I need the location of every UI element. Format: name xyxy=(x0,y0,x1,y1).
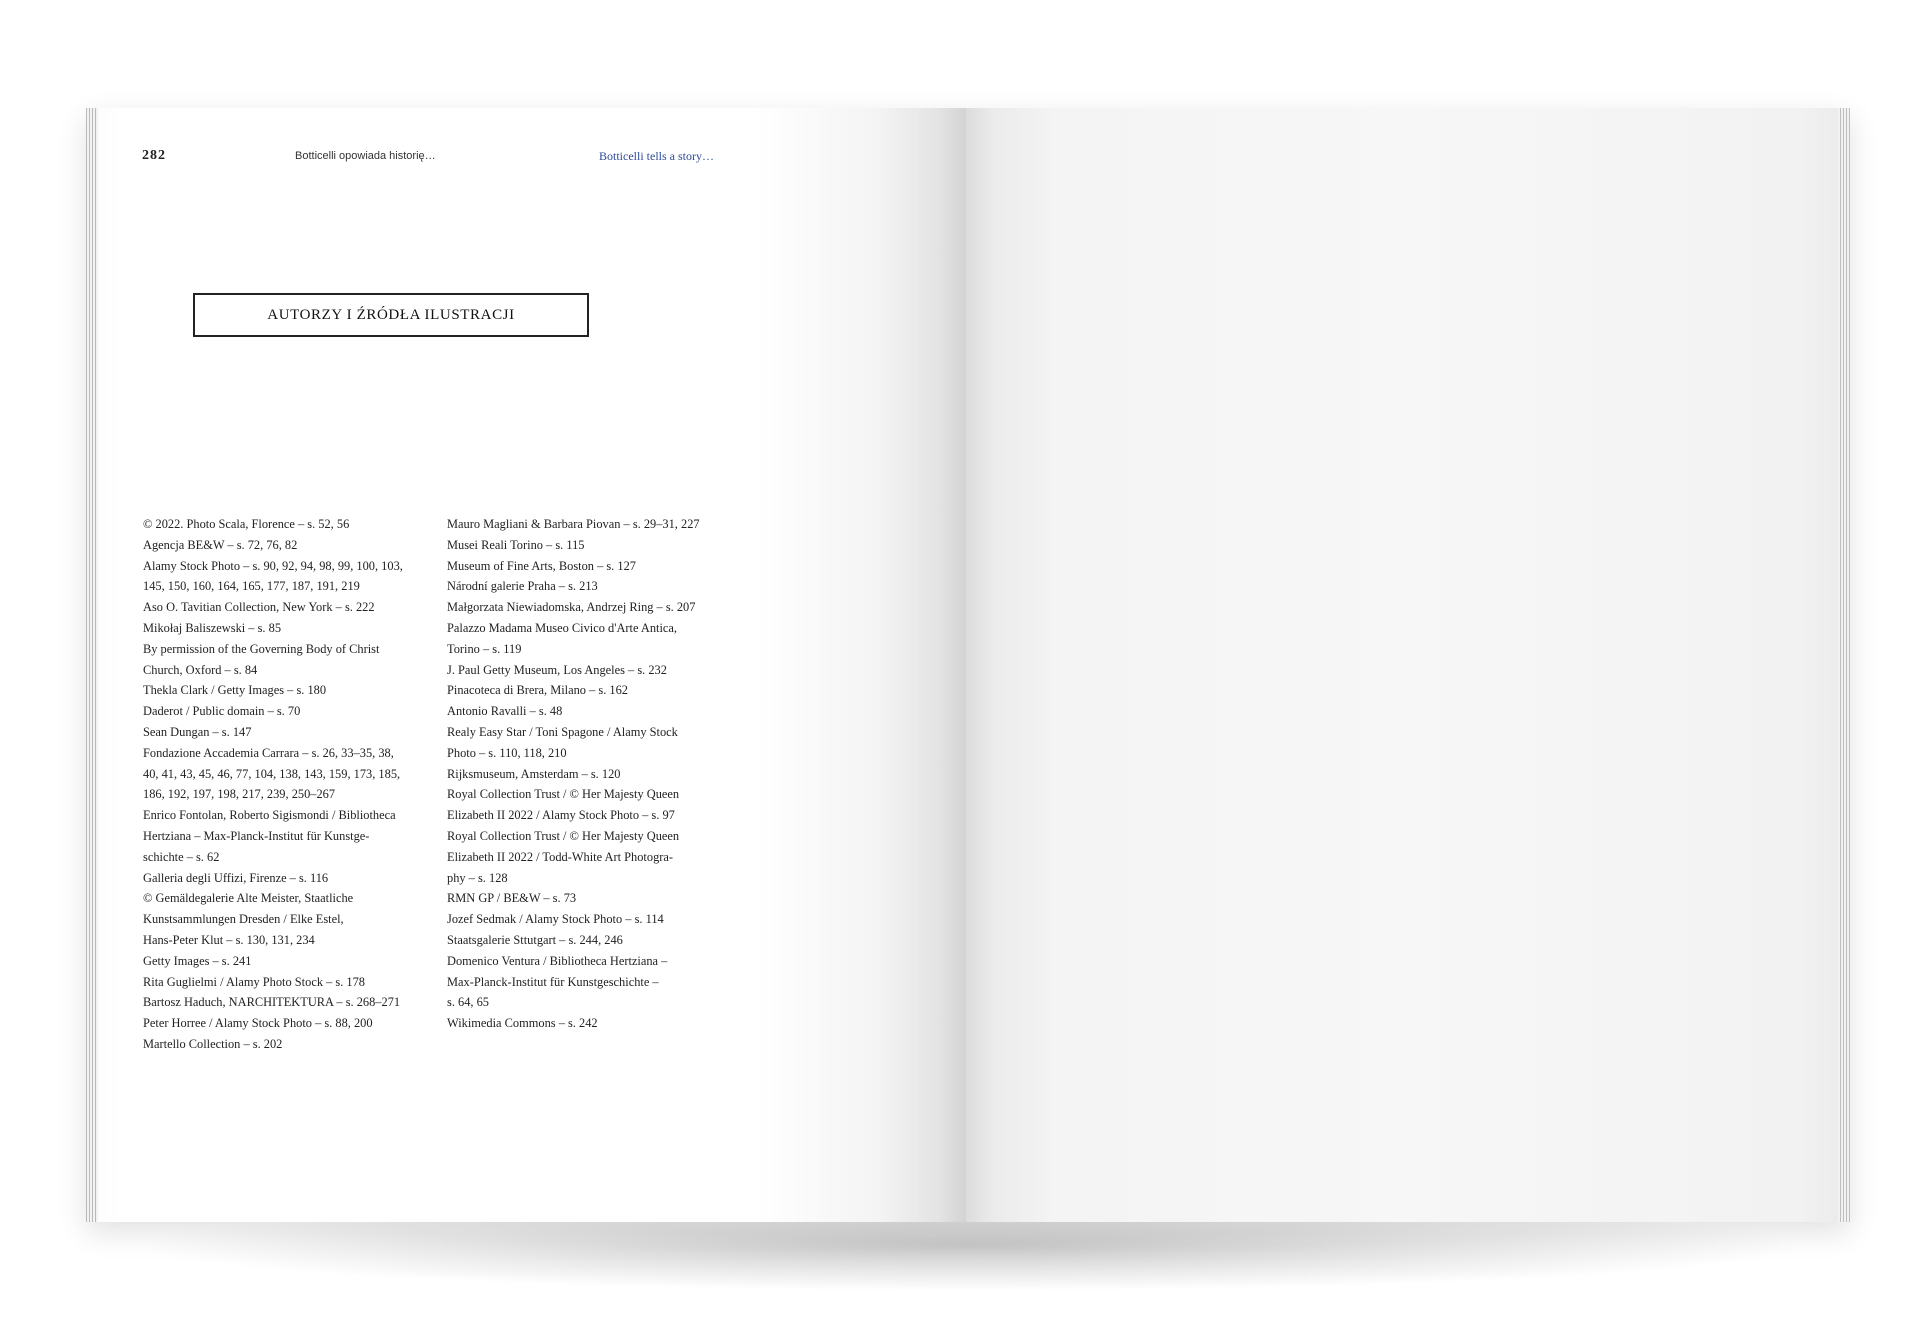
credit-entry xyxy=(447,1013,737,1034)
credit-line: Mikołaj Baliszewski – s. 85 xyxy=(143,620,282,635)
credit-line: Aso O. Tavitian Collection, New York – s. 222 xyxy=(143,600,375,615)
credit-line: 186, 192, 197, 198, 217, 239, 250–267 xyxy=(143,787,336,802)
credit-line: Musei Reali Torino – s. 115 xyxy=(447,537,585,552)
credit-line: Galleria degli Uffizi, Firenze – s. 116 xyxy=(143,870,329,885)
credit-entry xyxy=(447,535,737,556)
credit-line: phy – s. 128 xyxy=(447,870,508,885)
left-page xyxy=(86,108,966,1222)
credit-entry xyxy=(143,639,433,681)
credit-line: Hertziana – Max-Planck-Institut für Kunstge- xyxy=(143,828,370,843)
credit-entry xyxy=(447,826,737,888)
credit-entry xyxy=(447,597,737,618)
credit-line: Royal Collection Trust / © Her Majesty Queen xyxy=(447,828,680,843)
section-title: AUTORZY I ŹRÓDŁA ILUSTRACJI xyxy=(267,306,515,323)
credit-line: Hans-Peter Klut – s. 130, 131, 234 xyxy=(143,932,315,947)
credit-line: RMN GP / BE&W – s. 73 xyxy=(447,891,577,906)
credits-column-left xyxy=(143,514,433,1055)
credit-entry xyxy=(447,701,737,722)
credit-line: Martello Collection – s. 202 xyxy=(143,1036,283,1051)
credit-line: Max-Planck-Institut für Kunstgeschichte – xyxy=(447,974,659,989)
credit-line: Jozef Sedmak / Alamy Stock Photo – s. 114 xyxy=(447,912,664,927)
credit-entry xyxy=(143,680,433,701)
credit-line: 145, 150, 160, 164, 165, 177, 187, 191, 219 xyxy=(143,579,360,594)
credit-entry xyxy=(447,556,737,577)
credit-entry xyxy=(447,618,737,660)
credit-entry xyxy=(143,722,433,743)
credit-line: Kunstsammlungen Dresden / Elke Estel, xyxy=(143,912,344,927)
section-title-box xyxy=(193,293,589,337)
credit-entry xyxy=(447,951,737,1013)
credit-line: s. 64, 65 xyxy=(447,995,489,1010)
credit-entry xyxy=(143,868,433,889)
credit-entry xyxy=(447,764,737,785)
credit-entry xyxy=(143,535,433,556)
credit-line: 40, 41, 43, 45, 46, 77, 104, 138, 143, 159, 173, 185, xyxy=(143,766,401,781)
credit-line: Royal Collection Trust / © Her Majesty Queen xyxy=(447,787,680,802)
credit-entry xyxy=(143,618,433,639)
credit-entry xyxy=(143,951,433,972)
credit-line: Thekla Clark / Getty Images – s. 180 xyxy=(143,683,327,698)
credit-entry xyxy=(143,992,433,1013)
running-head-english: Botticelli tells a story… xyxy=(599,149,714,163)
credit-entry xyxy=(143,888,433,950)
credit-line: Alamy Stock Photo – s. 90, 92, 94, 98, 99, 100, 103, xyxy=(143,558,403,573)
credit-line: Sean Dungan – s. 147 xyxy=(143,724,252,739)
credit-line: Torino – s. 119 xyxy=(447,641,522,656)
credit-line: Pinacoteca di Brera, Milano – s. 162 xyxy=(447,683,628,698)
credit-line: Photo – s. 110, 118, 210 xyxy=(447,745,567,760)
credit-line: Getty Images – s. 241 xyxy=(143,953,252,968)
credit-line: © 2022. Photo Scala, Florence – s. 52, 56 xyxy=(143,517,350,531)
credit-line: Národní galerie Praha – s. 213 xyxy=(447,579,598,594)
credit-entry xyxy=(447,888,737,909)
credit-line: Agencja BE&W – s. 72, 76, 82 xyxy=(143,537,298,552)
credit-entry xyxy=(447,784,737,826)
credit-entry xyxy=(447,909,737,930)
credit-entry xyxy=(447,514,737,535)
credit-line: Antonio Ravalli – s. 48 xyxy=(447,704,563,719)
credit-entry xyxy=(143,514,433,535)
credit-line: By permission of the Governing Body of Christ xyxy=(143,641,380,656)
credit-entry xyxy=(143,1034,433,1055)
credit-line: Enrico Fontolan, Roberto Sigismondi / Bibliotheca xyxy=(143,808,396,823)
credit-line: Wikimedia Commons – s. 242 xyxy=(447,1016,598,1031)
credit-entry xyxy=(447,722,737,764)
credit-line: schichte – s. 62 xyxy=(143,849,220,864)
credit-line: Elizabeth II 2022 / Todd-White Art Photogra- xyxy=(447,849,674,864)
credits-column-right xyxy=(447,514,737,1034)
credit-line: Domenico Ventura / Bibliotheca Hertziana – xyxy=(447,953,668,968)
credit-line: © Gemäldegalerie Alte Meister, Staatliche xyxy=(143,891,354,906)
credit-entry xyxy=(143,805,433,867)
open-book xyxy=(86,108,1850,1222)
right-page xyxy=(966,108,1850,1222)
right-page-edges xyxy=(1838,108,1850,1222)
credit-line: Rita Guglielmi / Alamy Photo Stock – s. 178 xyxy=(143,974,366,989)
credit-entry xyxy=(447,660,737,681)
credit-entry xyxy=(143,701,433,722)
left-page-edges xyxy=(86,108,98,1222)
credit-line: J. Paul Getty Museum, Los Angeles – s. 232 xyxy=(447,662,667,677)
credit-line: Staatsgalerie Sttutgart – s. 244, 246 xyxy=(447,932,623,947)
credit-entry xyxy=(143,556,433,598)
credit-line: Bartosz Haduch, NARCHITEKTURA – s. 268–271 xyxy=(143,995,401,1010)
page-number: 282 xyxy=(142,148,166,163)
credit-entry xyxy=(447,576,737,597)
credit-line: Daderot / Public domain – s. 70 xyxy=(143,704,301,719)
credit-line: Palazzo Madama Museo Civico d'Arte Antica, xyxy=(447,620,678,635)
credit-entry xyxy=(143,1013,433,1034)
running-head-polish: Botticelli opowiada historię… xyxy=(295,150,436,162)
credit-line: Rijksmuseum, Amsterdam – s. 120 xyxy=(447,766,621,781)
credit-entry xyxy=(447,680,737,701)
credit-entry xyxy=(447,930,737,951)
credit-line: Elizabeth II 2022 / Alamy Stock Photo – s. 97 xyxy=(447,808,675,823)
credit-line: Fondazione Accademia Carrara – s. 26, 33–35, 38, xyxy=(143,745,394,760)
credit-line: Mauro Magliani & Barbara Piovan – s. 29–31, 227 xyxy=(447,517,700,531)
credit-entry xyxy=(143,972,433,993)
credit-line: Małgorzata Niewiadomska, Andrzej Ring – s. 207 xyxy=(447,600,696,615)
credit-line: Realy Easy Star / Toni Spagone / Alamy Stock xyxy=(447,724,678,739)
credit-line: Peter Horree / Alamy Stock Photo – s. 88, 200 xyxy=(143,1016,373,1031)
credit-entry xyxy=(143,743,433,805)
credit-line: Museum of Fine Arts, Boston – s. 127 xyxy=(447,558,636,573)
credit-line: Church, Oxford – s. 84 xyxy=(143,662,258,677)
credit-entry xyxy=(143,597,433,618)
